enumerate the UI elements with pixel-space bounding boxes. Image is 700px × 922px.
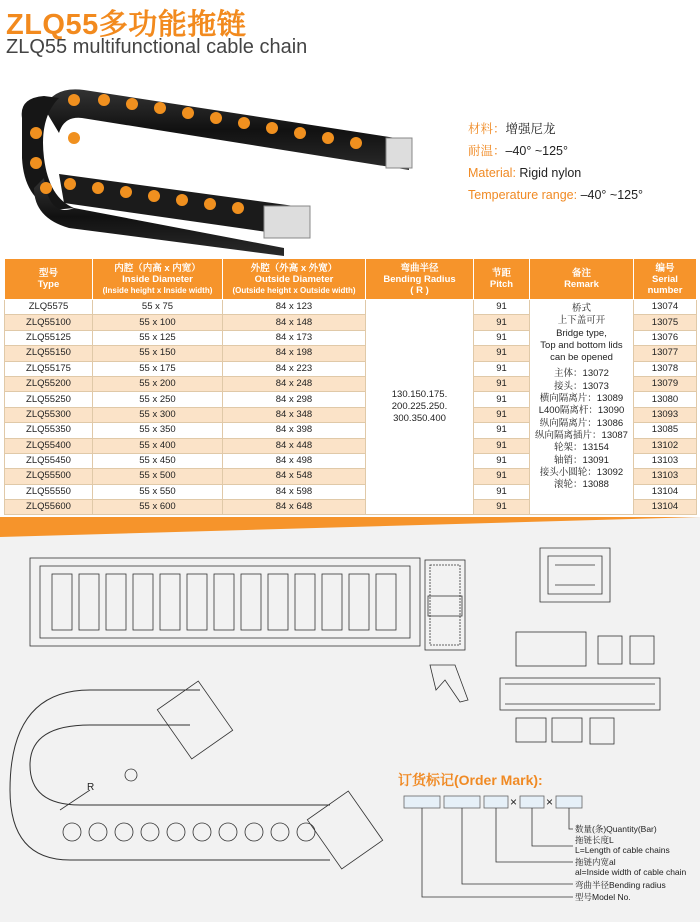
cell-pitch: 91: [474, 438, 530, 453]
cell-type: ZLQ55400: [5, 438, 93, 453]
material-cn: 材料：增强尼龙: [468, 122, 556, 136]
cell-type: ZLQ5575: [5, 300, 93, 315]
cell-pitch: 91: [474, 423, 530, 438]
cell-outside: 84 x 498: [223, 453, 366, 468]
cell-type: ZLQ55125: [5, 330, 93, 345]
cell-type: ZLQ55350: [5, 423, 93, 438]
cell-type: ZLQ55175: [5, 361, 93, 376]
cell-serial: 13102: [634, 438, 697, 453]
cell-inside: 55 x 75: [93, 300, 223, 315]
cell-type: ZLQ55250: [5, 392, 93, 407]
cell-serial: 13093: [634, 407, 697, 422]
cell-inside: 55 x 100: [93, 315, 223, 330]
cell-serial: 13104: [634, 500, 697, 515]
cell-remark: 桥式 上下盖可开 Bridge type, Top and bottom lids can be opened 主体：13072 接头：13073 横向隔离片：13089 L400隔离杆：13090 纵向隔离片：13086 纵向隔离插片：13087 轮架：13154 轴销：13091 接头小圆轮：13092 滚轮：13088: [530, 300, 634, 515]
header-pitch: 节距 Pitch: [474, 259, 530, 300]
header-remark: 备注 Remark: [530, 259, 634, 300]
cell-inside: 55 x 250: [93, 392, 223, 407]
cell-inside: 55 x 150: [93, 346, 223, 361]
material-specs: [468, 118, 643, 206]
cell-pitch: 91: [474, 315, 530, 330]
cell-outside: 84 x 248: [223, 376, 366, 391]
cell-serial: 13080: [634, 392, 697, 407]
order-label-model: 型号Model No.: [575, 892, 631, 902]
cell-serial: 13077: [634, 346, 697, 361]
cell-inside: 55 x 400: [93, 438, 223, 453]
cell-pitch: 91: [474, 484, 530, 499]
header-bending: 弯曲半径 Bending Radius ( R ): [366, 259, 474, 300]
cell-pitch: 91: [474, 376, 530, 391]
header-inside: 内腔（内高 x 内宽） Inside Diameter (Inside height x Inside width): [93, 259, 223, 300]
cell-serial: 13085: [634, 423, 697, 438]
cell-pitch: 91: [474, 407, 530, 422]
cell-serial: 13079: [634, 376, 697, 391]
cell-type: ZLQ55600: [5, 500, 93, 515]
cable-chain-illustration: [14, 78, 414, 256]
cell-inside: 55 x 600: [93, 500, 223, 515]
cell-pitch: 91: [474, 500, 530, 515]
cell-outside: 84 x 398: [223, 423, 366, 438]
cell-serial: 13074: [634, 300, 697, 315]
cell-serial: 13104: [634, 484, 697, 499]
cell-serial: 13103: [634, 453, 697, 468]
cell-serial: 13103: [634, 469, 697, 484]
order-label-length-cn: 拖链长度L: [575, 835, 614, 845]
temperature-en: Temperature range: –40° ~125°: [468, 188, 644, 202]
header-serial: 编号 Serial number: [634, 259, 697, 300]
cell-pitch: 91: [474, 392, 530, 407]
cell-serial: 13076: [634, 330, 697, 345]
cell-pitch: 91: [474, 361, 530, 376]
order-label-width-en: al=Inside width of cable chain: [575, 867, 687, 877]
cell-inside: 55 x 300: [93, 407, 223, 422]
cell-outside: 84 x 148: [223, 315, 366, 330]
top-view-drawing: [30, 558, 420, 646]
cell-outside: 84 x 348: [223, 407, 366, 422]
cell-outside: 84 x 123: [223, 300, 366, 315]
order-label-bending: 弯曲半径Bending radius: [575, 880, 666, 890]
cell-outside: 84 x 223: [223, 361, 366, 376]
cell-type: ZLQ55150: [5, 346, 93, 361]
cell-inside: 55 x 350: [93, 423, 223, 438]
cell-outside: 84 x 448: [223, 438, 366, 453]
order-x1: ×: [510, 795, 518, 809]
cell-outside: 84 x 198: [223, 346, 366, 361]
cell-inside: 55 x 450: [93, 453, 223, 468]
page-title-en: ZLQ55 multifunctional cable chain: [6, 36, 308, 58]
order-label-width-cn: 拖链内宽al: [575, 857, 616, 867]
cell-inside: 55 x 500: [93, 469, 223, 484]
cell-type: ZLQ55500: [5, 469, 93, 484]
order-x2: ×: [546, 795, 554, 809]
order-mark-title: 订货标记(Order Mark):: [398, 772, 543, 788]
order-label-quantity: 数量(条)Quantity(Bar): [575, 824, 657, 834]
cell-outside: 84 x 548: [223, 469, 366, 484]
cell-inside: 55 x 550: [93, 484, 223, 499]
cell-type: ZLQ55300: [5, 407, 93, 422]
cell-pitch: 91: [474, 469, 530, 484]
spec-table: [4, 258, 697, 515]
cell-outside: 84 x 648: [223, 500, 366, 515]
header-outside: 外腔（外高 x 外宽） Outside Diameter (Outside height x Outside width): [223, 259, 366, 300]
side-view-drawing: [10, 681, 383, 869]
header-type: 型号 Type: [5, 259, 93, 300]
cell-outside: 84 x 173: [223, 330, 366, 345]
material-en: Material: Rigid nylon: [468, 166, 582, 180]
cell-inside: 55 x 200: [93, 376, 223, 391]
cell-pitch: 91: [474, 453, 530, 468]
order-label-length-en: L=Length of cable chains: [575, 845, 670, 855]
cell-type: ZLQ55450: [5, 453, 93, 468]
cell-inside: 55 x 175: [93, 361, 223, 376]
cell-pitch: 91: [474, 330, 530, 345]
bracket-drawing: [500, 548, 660, 744]
page-title-cn: ZLQ55多功能拖链: [6, 9, 247, 41]
cell-type: ZLQ55200: [5, 376, 93, 391]
cell-inside: 55 x 125: [93, 330, 223, 345]
table-row: [5, 300, 697, 315]
cell-outside: 84 x 298: [223, 392, 366, 407]
cell-outside: 84 x 598: [223, 484, 366, 499]
cell-pitch: 91: [474, 300, 530, 315]
radius-label: R: [87, 782, 95, 793]
cell-serial: 13078: [634, 361, 697, 376]
temperature-cn: 耐温：–40° ~125°: [468, 144, 568, 158]
cell-type: ZLQ55100: [5, 315, 93, 330]
order-mark-diagram: [404, 796, 582, 897]
cell-serial: 13075: [634, 315, 697, 330]
cell-type: ZLQ55550: [5, 484, 93, 499]
section-view-drawing: [425, 560, 468, 702]
cell-pitch: 91: [474, 346, 530, 361]
cell-bending-radius: 130.150.175. 200.225.250. 300.350.400: [366, 300, 474, 515]
